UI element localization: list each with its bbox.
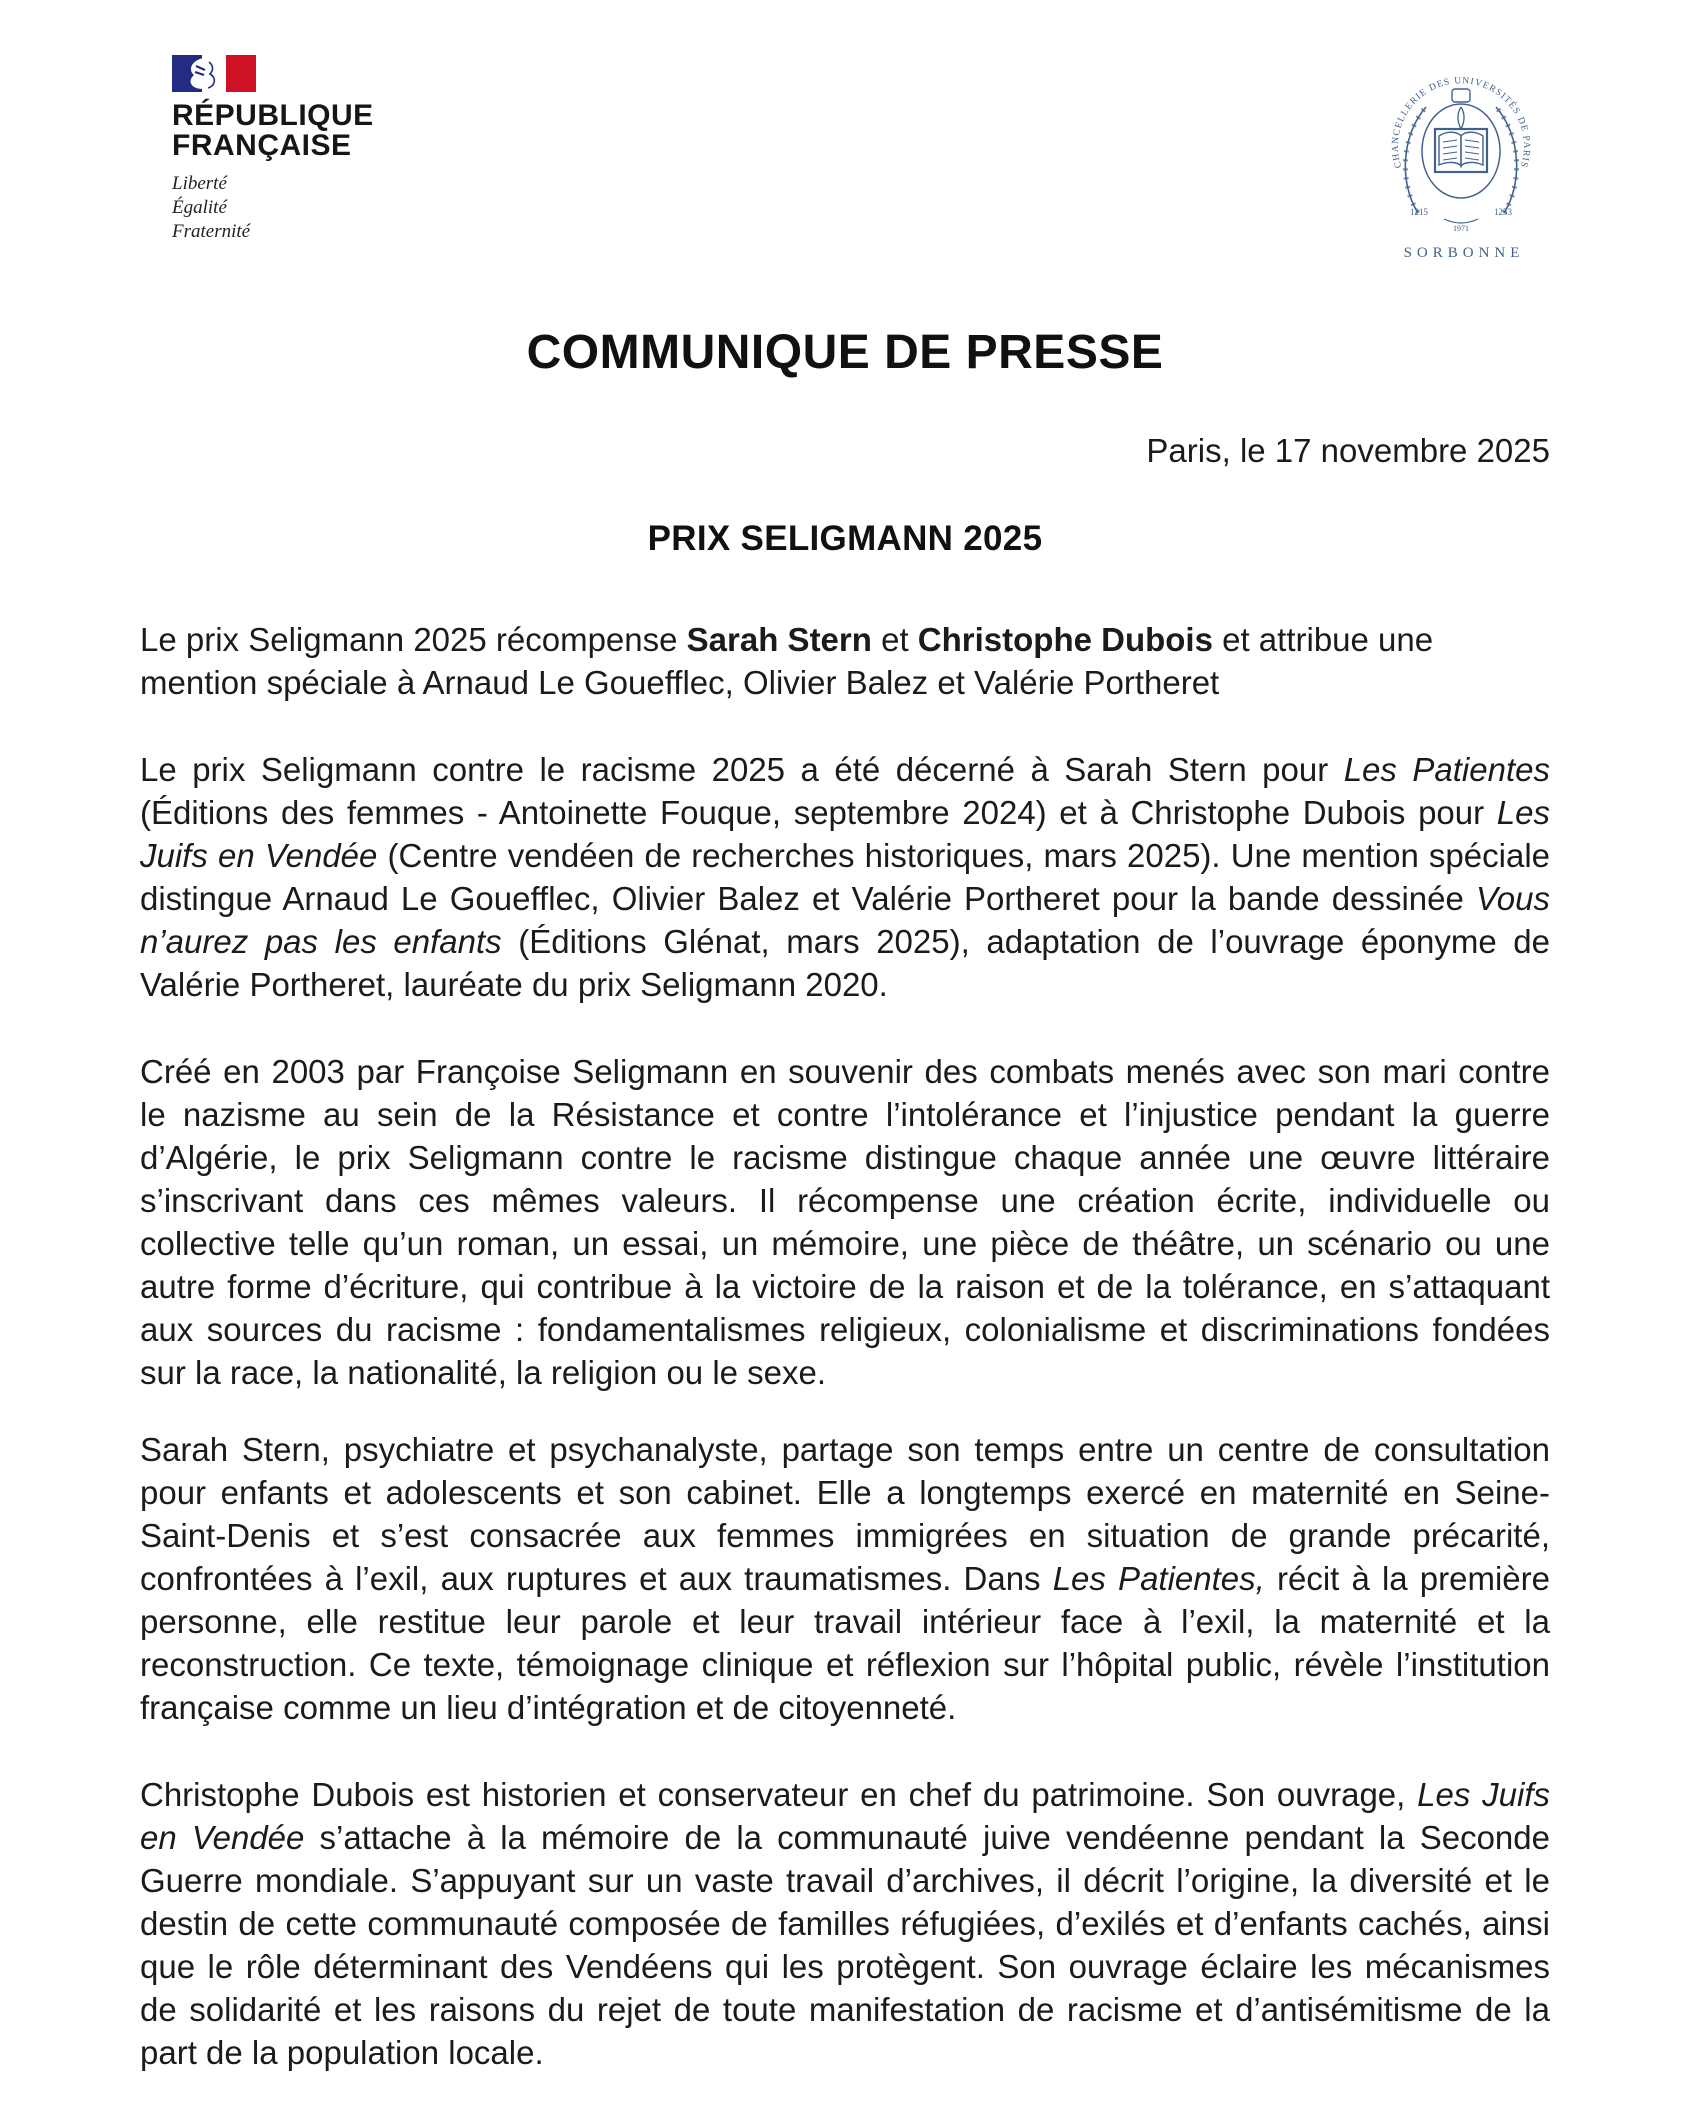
text-run: et bbox=[871, 621, 918, 658]
paragraph-sarah-stern-bio bbox=[140, 1428, 1550, 1729]
paragraph-prize-awards bbox=[140, 748, 1550, 1006]
dateline: Paris, le 17 novembre 2025 bbox=[1146, 432, 1550, 469]
text-run: Le prix Seligmann 2025 récompense bbox=[140, 621, 687, 658]
sorbonne-seal bbox=[1386, 65, 1536, 265]
national-motto bbox=[172, 172, 374, 244]
text-run: et attribue une mention spéciale à Arnaud Le Gouefflec, Olivier Balez et Valérie Portheret bbox=[140, 621, 1434, 701]
text-run: (Éditions Glénat, mars 2025), adaptation de l’ouvrage éponyme de Valérie Portheret, lauréate du prix Seligmann 2020. bbox=[140, 923, 1550, 1003]
text-run: Les Juifs en Vendée bbox=[140, 1776, 1551, 1856]
text-run: Christophe Dubois bbox=[917, 621, 1213, 658]
text-run: (Éditions des femmes - Antoinette Fouque, septembre 2024) et à Christophe Dubois pour bbox=[140, 794, 1497, 831]
seal-sorbonne-label: SORBONNE bbox=[1403, 245, 1525, 261]
text-run: Créé en 2003 par Françoise Seligmann en souvenir des combats menés avec son mari contre le nazisme au sein de la Résistance et contre l’intolérance et l’injustice pendant la guerre d’Algérie, le prix Seligmann contre le racisme distingue chaque année une œuvre littéraire s’inscrivant dans ces mêmes valeurs. Il récompense une création écrite, individuelle ou collective telle qu’un roman, un essai, un mémoire, une pièce de théâtre, un scénario ou une autre forme d’écriture, qui contribue à la victoire de la raison et de la tolérance, en s’attaquant aux sources du racisme : fondamentalismes religieux, colonialisme et discriminations fondées sur la race, la nationalité, la religion ou le sexe. bbox=[140, 1053, 1550, 1391]
republic-line1: RÉPUBLIQUE bbox=[172, 99, 374, 132]
motto-egalite: Égalité bbox=[172, 197, 227, 218]
text-run: Le prix Seligmann contre le racisme 2025 a été décerné à Sarah Stern pour bbox=[140, 751, 1344, 788]
paragraph-christophe-dubois-bio bbox=[140, 1773, 1550, 2074]
seal-date-1253: 1253 bbox=[1494, 207, 1512, 217]
seal-year-1971: 1971 bbox=[1453, 224, 1469, 233]
motto-liberte: Liberté bbox=[172, 173, 227, 194]
text-run: (Centre vendéen de recherches historiques, mars 2025). Une mention spéciale distingue Arnaud Le Gouefflec, Olivier Balez et Valérie Portheret pour la bande dessinée bbox=[140, 837, 1550, 917]
subject-line: PRIX SELIGMANN 2025 bbox=[647, 519, 1043, 558]
republic-wordmark bbox=[172, 101, 374, 161]
document-title: COMMUNIQUE DE PRESSE bbox=[526, 326, 1164, 379]
seal-ring-text: CHANCELLERIE DES UNIVERSITÉS DE PARIS bbox=[1390, 76, 1532, 170]
paragraph-prize-history bbox=[140, 1050, 1550, 1394]
text-run: Les Patientes, bbox=[1052, 1560, 1265, 1597]
republic-line2: FRANÇAISE bbox=[172, 129, 352, 162]
french-flag-icon bbox=[172, 55, 256, 92]
text-run: s’attache à la mémoire de la communauté juive vendéenne pendant la Seconde Guerre mondiale. S’appuyant sur un vaste travail d’archives, il décrit l’origine, la diversité et le destin de cette communauté composée de familles réfugiées, d’exilés et d’enfants cachés, ainsi que le rôle déterminant des Vendéens qui les protègent. Son ouvrage éclaire les mécanismes de solidarité et les raisons du rejet de toute manifestation de racisme et d’antisémitisme de la part de la population locale. bbox=[140, 1819, 1550, 2071]
text-run: Christophe Dubois est historien et conservateur en chef du patrimoine. Son ouvrage, bbox=[140, 1776, 1418, 1813]
text-run: Les Juifs en Vendée bbox=[140, 794, 1550, 874]
text-run: Sarah Stern bbox=[686, 621, 872, 658]
text-run: récit à la première personne, elle restitue leur parole et leur travail intérieur face à l’exil, la maternité et la reconstruction. Ce texte, témoignage clinique et réflexion sur l’hôpital public, révèle l’institution française comme un lieu d’intégration et de citoyenneté. bbox=[140, 1560, 1550, 1726]
letterhead bbox=[140, 55, 1550, 261]
text-run: Sarah Stern, psychiatre et psychanalyste, partage son temps entre un centre de consultation pour enfants et adolescents et son cabinet. Elle a longtemps exercé en maternité en Seine-Saint-Denis et s’est consacrée aux femmes immigrées en situation de grande précarité, confrontées à l’exil, aux ruptures et aux traumatismes. Dans bbox=[140, 1431, 1550, 1597]
motto-fraternite: Fraternité bbox=[172, 221, 251, 242]
seal-date-1215: 1215 bbox=[1410, 207, 1428, 217]
text-run: Les Patientes bbox=[1343, 751, 1550, 788]
republique-francaise-logo bbox=[172, 55, 374, 244]
paragraph-laureates-summary bbox=[140, 618, 1550, 704]
text-run: Vous n’aurez pas les enfants bbox=[140, 880, 1550, 960]
